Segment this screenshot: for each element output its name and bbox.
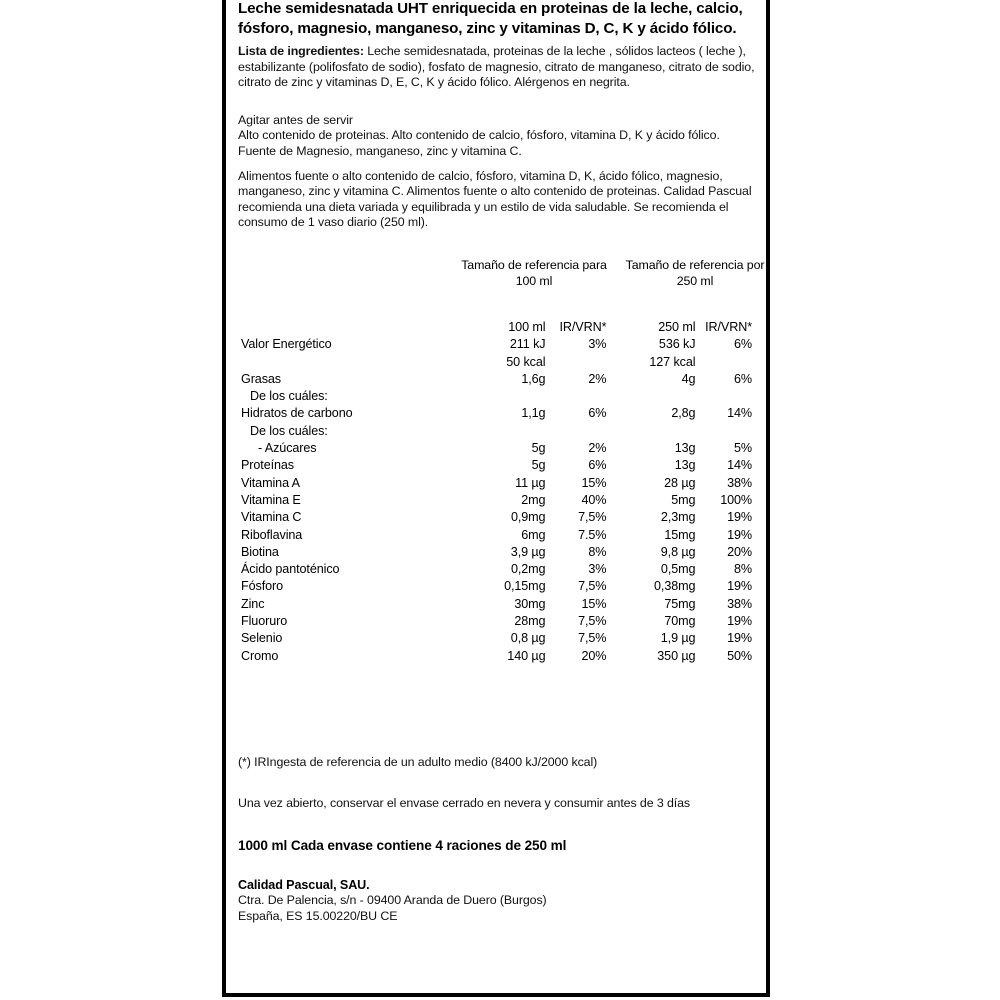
value-250ml: 75mg xyxy=(664,596,696,611)
percent-100ml: 15% xyxy=(581,475,607,490)
table-row xyxy=(236,509,756,526)
percent-100ml: 6% xyxy=(588,458,607,473)
header-percent-100ml: IR/VRN* xyxy=(559,319,607,334)
ingredients-text: Leche semidesnatada, proteinas de la leche , sólidos lacteos ( leche ), estabilizante (polifosfato de sodio), fosfato de magnesio, citrato de manganeso, citrato de sodio, citrato de zinc y vitaminas D, E, C, K y ácido fólico. Alérgenos en negrita. xyxy=(238,44,755,90)
header-percent-250ml: IR/VRN* xyxy=(705,319,752,334)
percent-250ml: 38% xyxy=(727,475,752,490)
table-row xyxy=(236,630,756,647)
percent-100ml: 20% xyxy=(581,648,607,663)
page-title: Leche semidesnatada UHT enriquecida en proteinas de la leche, calcio, fósforo, magnesio, manganeso, zinc y vitaminas D, C, K y ácido fólico. xyxy=(238,0,743,37)
nutrition-facts-table xyxy=(236,319,756,665)
value-250ml: 9,8 µg xyxy=(660,544,696,559)
nutrient-name: Proteínas xyxy=(241,458,295,473)
percent-250ml: 19% xyxy=(727,631,752,646)
value-100ml xyxy=(477,423,545,440)
value-250ml: 0,38mg xyxy=(654,579,696,594)
table-row xyxy=(236,596,756,613)
percent-250ml: 14% xyxy=(727,406,752,421)
value-100ml: 0,15mg xyxy=(504,579,546,594)
value-250ml: 15mg xyxy=(664,527,696,542)
table-row xyxy=(236,613,756,630)
header-nutrient xyxy=(236,319,477,336)
percent-250ml: 6% xyxy=(733,337,752,352)
value-100ml: 1,1g xyxy=(521,406,546,421)
table-row xyxy=(236,578,756,595)
nutrient-name: Grasas xyxy=(241,371,281,386)
percent-100ml: 3% xyxy=(588,562,607,577)
value-100ml: 211 kJ xyxy=(509,337,546,352)
value-250ml: 2,8g xyxy=(671,406,696,421)
value-250ml: 70mg xyxy=(664,613,696,628)
ir-footnote: (*) IRIngesta de referencia de un adulto medio (8400 kJ/2000 kcal) xyxy=(238,754,598,769)
table-row xyxy=(236,561,756,578)
value-250ml: 350 µg xyxy=(657,648,696,663)
value-100ml: 30mg xyxy=(514,596,546,611)
header-value-100ml: 100 ml xyxy=(508,319,546,334)
percent-250ml: 14% xyxy=(727,458,752,473)
table-row xyxy=(236,527,756,544)
value-250ml: 2,3mg xyxy=(660,510,696,525)
nutrient-name: - Azúcares xyxy=(258,441,317,456)
table-row xyxy=(236,492,756,509)
percent-250ml: 5% xyxy=(733,441,752,456)
table-row xyxy=(236,405,756,422)
percent-100ml: 6% xyxy=(588,406,607,421)
volume-servings-line: 1000 ml Cada envase contiene 4 raciones de 250 ml xyxy=(238,838,567,854)
percent-100ml: 8% xyxy=(588,544,607,559)
nutrition-claims-short: Alto contenido de proteinas. Alto contenido de calcio, fósforo, vitamina D, K y ácido fólico. Fuente de Magnesio, manganeso, zinc y vitamina C. xyxy=(238,128,720,158)
table-row xyxy=(236,388,756,405)
nutrient-name: Valor Energético xyxy=(241,337,332,352)
nutrition-claims-long: Alimentos fuente o alto contenido de calcio, fósforo, vitamina D, K, ácido fólico, magnesio, manganeso, zinc y vitamina C. Alimentos fuente o alto contenido de proteinas. Calidad Pascual recomienda una dieta variada y equilibrada y un estilo de vida saludable. Se recomienda el consumo de 1 vaso diario (250 ml). xyxy=(238,168,752,230)
percent-250ml: 50% xyxy=(727,648,752,663)
percent-250ml: 19% xyxy=(727,613,752,628)
nutrient-name: Zinc xyxy=(241,596,265,611)
nutrient-name: Hidratos de carbono xyxy=(241,406,353,421)
value-100ml: 0,2mg xyxy=(510,562,546,577)
value-100ml: 1,6g xyxy=(521,371,546,386)
value-100ml: 6mg xyxy=(521,527,546,542)
nutrient-name: Biotina xyxy=(241,544,279,559)
percent-250ml xyxy=(695,423,756,440)
percent-100ml xyxy=(545,354,624,371)
value-250ml: 5mg xyxy=(671,492,696,507)
value-250ml: 536 kJ xyxy=(658,337,696,352)
value-100ml: 11 µg xyxy=(515,475,546,490)
table-row xyxy=(236,354,756,371)
percent-100ml: 15% xyxy=(581,596,607,611)
table-row xyxy=(236,475,756,492)
value-250ml: 4g xyxy=(681,371,696,386)
ingredients-label: Lista de ingredientes: xyxy=(238,44,364,58)
percent-100ml: 7.5% xyxy=(578,527,607,542)
nutrient-name: Ácido pantoténico xyxy=(241,562,340,577)
nutrient-name: Selenio xyxy=(241,631,283,646)
value-100ml: 140 µg xyxy=(507,648,546,663)
nutrition-label-panel xyxy=(222,0,770,997)
value-100ml: 0,8 µg xyxy=(510,631,546,646)
table-header-row xyxy=(236,319,756,336)
percent-250ml: 19% xyxy=(727,510,752,525)
percent-100ml: 3% xyxy=(588,337,607,352)
percent-250ml: 6% xyxy=(733,371,752,386)
nutrient-name: Vitamina C xyxy=(241,510,302,525)
storage-instruction: Una vez abierto, conservar el envase cerrado en nevera y consumir antes de 3 días xyxy=(238,796,690,811)
percent-250ml xyxy=(695,388,756,405)
percent-100ml: 2% xyxy=(588,371,607,386)
nutrient-name: Vitamina E xyxy=(241,492,301,507)
table-row xyxy=(236,423,756,440)
reference-size-250ml: Tamaño de referencia por 250 ml xyxy=(625,257,765,288)
value-250ml: 1,9 µg xyxy=(660,631,696,646)
value-100ml: 0,9mg xyxy=(510,510,546,525)
percent-250ml: 20% xyxy=(727,544,752,559)
percent-100ml: 40% xyxy=(581,492,607,507)
reference-size-100ml: Tamaño de referencia para 100 ml xyxy=(461,257,607,288)
percent-250ml: 19% xyxy=(727,527,752,542)
percent-100ml: 7,5% xyxy=(578,510,607,525)
value-250ml xyxy=(624,423,695,440)
nutrient-name: Riboflavina xyxy=(241,527,303,542)
table-row xyxy=(236,440,756,457)
percent-250ml xyxy=(695,354,756,371)
reference-size-header xyxy=(236,257,765,297)
value-100ml: 28mg xyxy=(514,613,546,628)
nutrient-name: De los cuáles: xyxy=(250,389,328,404)
nutrient-name: De los cuáles: xyxy=(250,423,328,438)
nutrition-table-body xyxy=(236,336,756,665)
nutrient-name: Fósforo xyxy=(241,579,283,594)
company-name: Calidad Pascual, SAU. xyxy=(238,878,370,893)
value-100ml: 3,9 µg xyxy=(510,544,546,559)
percent-100ml xyxy=(545,388,624,405)
nutrient-name xyxy=(236,354,477,371)
table-row xyxy=(236,544,756,561)
nutrient-name: Fluoruro xyxy=(241,613,288,628)
percent-250ml: 8% xyxy=(733,562,752,577)
table-row xyxy=(236,371,756,388)
value-100ml: 5g xyxy=(531,458,546,473)
company-block xyxy=(236,877,756,924)
table-row xyxy=(236,457,756,474)
percent-100ml: 7,5% xyxy=(578,631,607,646)
value-250ml: 13g xyxy=(674,458,696,473)
value-250ml: 0,5mg xyxy=(660,562,696,577)
percent-250ml: 19% xyxy=(727,579,752,594)
header-value-250ml: 250 ml xyxy=(658,319,696,334)
percent-100ml: 7,5% xyxy=(578,613,607,628)
value-100ml: 50 kcal xyxy=(506,354,546,369)
nutrient-name: Cromo xyxy=(241,648,279,663)
percent-100ml: 2% xyxy=(588,441,607,456)
value-250ml: 127 kcal xyxy=(649,354,696,369)
value-250ml: 13g xyxy=(674,441,696,456)
percent-100ml xyxy=(545,423,624,440)
value-100ml: 2mg xyxy=(521,492,546,507)
percent-250ml: 38% xyxy=(727,596,752,611)
percent-250ml: 100% xyxy=(720,492,752,507)
value-100ml xyxy=(477,388,545,405)
value-250ml xyxy=(624,388,695,405)
value-250ml: 28 µg xyxy=(664,475,696,490)
company-country: España, ES 15.00220/BU CE xyxy=(238,908,398,923)
value-100ml: 5g xyxy=(531,441,546,456)
company-address: Ctra. De Palencia, s/n - 09400 Aranda de Duero (Burgos) xyxy=(238,893,547,908)
table-row xyxy=(236,336,756,353)
percent-100ml: 7,5% xyxy=(578,579,607,594)
table-row xyxy=(236,648,756,665)
shake-instruction: Agitar antes de servir xyxy=(238,112,353,127)
nutrient-name: Vitamina A xyxy=(241,475,300,490)
ingredients-paragraph xyxy=(238,44,760,91)
